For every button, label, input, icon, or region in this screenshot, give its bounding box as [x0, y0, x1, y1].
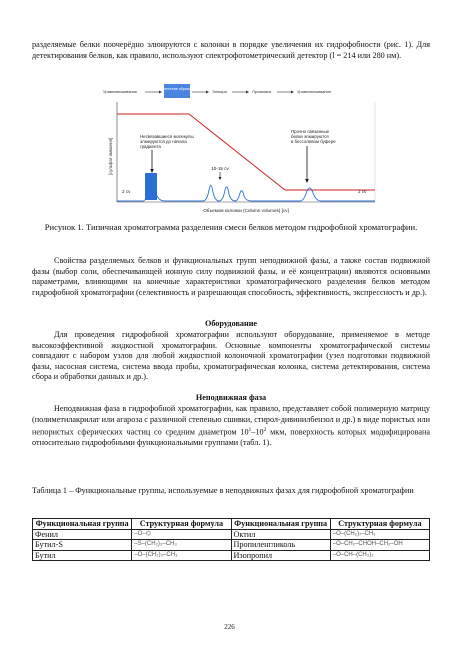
cv-right-label: 2 cv — [358, 189, 367, 194]
flow-arrowhead-2 — [206, 91, 209, 94]
para3-part-c: мкм, поверхность которых модифицирована относительно гидрофобными функциональными группами (табл. 1). — [32, 427, 431, 448]
table-row — [33, 529, 430, 540]
cell-group: Пропиленгликоль — [231, 540, 330, 551]
flow-step-5: Уравновешивание — [297, 89, 332, 94]
cell-formula: –O–(CH₂)₇–CH₃ — [330, 529, 429, 540]
heading-stationary-phase: Неподвижная фаза — [195, 393, 267, 402]
cv-middle-label: 10-15 cv — [211, 166, 229, 171]
y-axis-label: [сульфат аммония] — [108, 137, 113, 175]
annot-bound-line-2: белки элюируются — [291, 134, 329, 139]
cv-middle-arrowhead — [219, 177, 222, 180]
paragraph-equipment: Для проведения гидрофобной хроматографии используют оборудование, применяемое в методе высокоэффективной жидкостной хроматографии. Основные компоненты хроматографической системы совпадают с набором узлов для любой жидкостной колоночной хроматографии (узел подготовки подвижной фазы, насосная система, система ввода пробы, хроматографическая колонка, система детектирования, система сбора и обработки данных и др.). — [32, 330, 430, 381]
cell-formula: –O–(CH₂)₃–CH₃ — [132, 550, 231, 561]
chromatogram-svg — [95, 80, 385, 220]
cell-group: Октил — [231, 529, 330, 540]
page-number: 226 — [224, 623, 235, 631]
cell-formula: –O–CH–(CH₃)₂ — [330, 550, 429, 561]
flow-step-4: Промывка — [252, 89, 272, 94]
table-title: Таблица 1 – Функциональные группы, используемые в неподвижных фазах для гидрофобной хроматографии — [32, 486, 414, 495]
chromatogram-figure — [95, 80, 385, 220]
annot-unbound-line-1: Несвязавшиеся молекулы — [140, 134, 194, 139]
para3-part-b: –10 — [251, 427, 264, 437]
cell-group: Изопропил — [231, 550, 330, 561]
x-axis-label: Объемом колонки (Column volumes) [cv] — [203, 208, 289, 213]
cv-left-label: 2 cv — [122, 189, 131, 194]
annot-unbound-line-2: элюируются до начала — [140, 139, 187, 144]
figure-caption: Рисунок 1. Типичная хроматограмма разделения смеси белков методом гидрофобной хроматографии. — [44, 222, 418, 232]
flow-arrowhead-3 — [246, 91, 249, 94]
cell-formula: –O–CH₂–CHOH–CH₂–OH — [330, 540, 429, 551]
table-header-row — [33, 519, 430, 530]
paragraph-stationary-phase — [32, 404, 430, 449]
functional-groups-table — [32, 518, 430, 561]
cell-formula: –O–⌬ — [132, 529, 231, 540]
cell-formula: –S–(CH₂)₃–CH₃ — [132, 540, 231, 551]
table-row — [33, 550, 430, 561]
header-formula-1: Структурная формула — [132, 519, 231, 530]
cell-group: Бутил-S — [33, 540, 132, 551]
para3-part-a: Неподвижная фаза в гидрофобной хроматографии, как правило, представляет собой полимерную матрицу (полиметилакрилат или агароза с различной степенью сшивки, стирол-дивинилбензол и др.) в виде пористых или непористых сферических частиц со средним диаметром 10 — [32, 404, 430, 437]
annot-bound-line-1: Прочно связанные — [291, 129, 330, 134]
heading-equipment: Оборудование — [204, 319, 258, 328]
header-formula-2: Структурная формула — [330, 519, 429, 530]
paragraph-parameters: Свойства разделяемых белков и функциональных групп неподвижной фазы, а также состав подвижной фазы (выбор соли, обеспечивающей ионную силу подвижной фазы, и её концентрации) являются основными параметрами, влияющими на конечные характеристики хроматографического разделения белков методом гидрофобной хроматографии (селективность и разрешающая способность, эффективность, экспрессность и др.). — [32, 256, 430, 297]
flow-step-1: Уравновешивание — [103, 89, 138, 94]
intro-paragraph: разделяемые белки поочерёдно элюируются с колонки в порядке увеличения их гидрофобности (рис. 1). Для детектирования белков, как правило, используют спектрофотометрический детектор (l = 214 или 280 нм). — [32, 40, 430, 60]
flow-step-3: Элюция — [212, 89, 227, 94]
annot-bound-arrowhead — [305, 179, 309, 183]
header-group-1: Функциональная группа — [33, 519, 132, 530]
cell-group: Бутил — [33, 550, 132, 561]
para3-sup-1: 1 — [248, 427, 252, 433]
para3-sup-2: 2 — [263, 427, 267, 433]
header-group-2: Функциональная группа — [231, 519, 330, 530]
annot-bound-line-3: в бессолевом буфере — [291, 139, 336, 144]
table-row — [33, 540, 430, 551]
flow-arrowhead-4 — [291, 91, 294, 94]
annot-unbound-arrowhead — [150, 169, 154, 173]
cell-group: Фенил — [33, 529, 132, 540]
annot-unbound-line-3: градиента — [140, 144, 161, 149]
flow-step-2: Внесение образца — [161, 87, 193, 91]
